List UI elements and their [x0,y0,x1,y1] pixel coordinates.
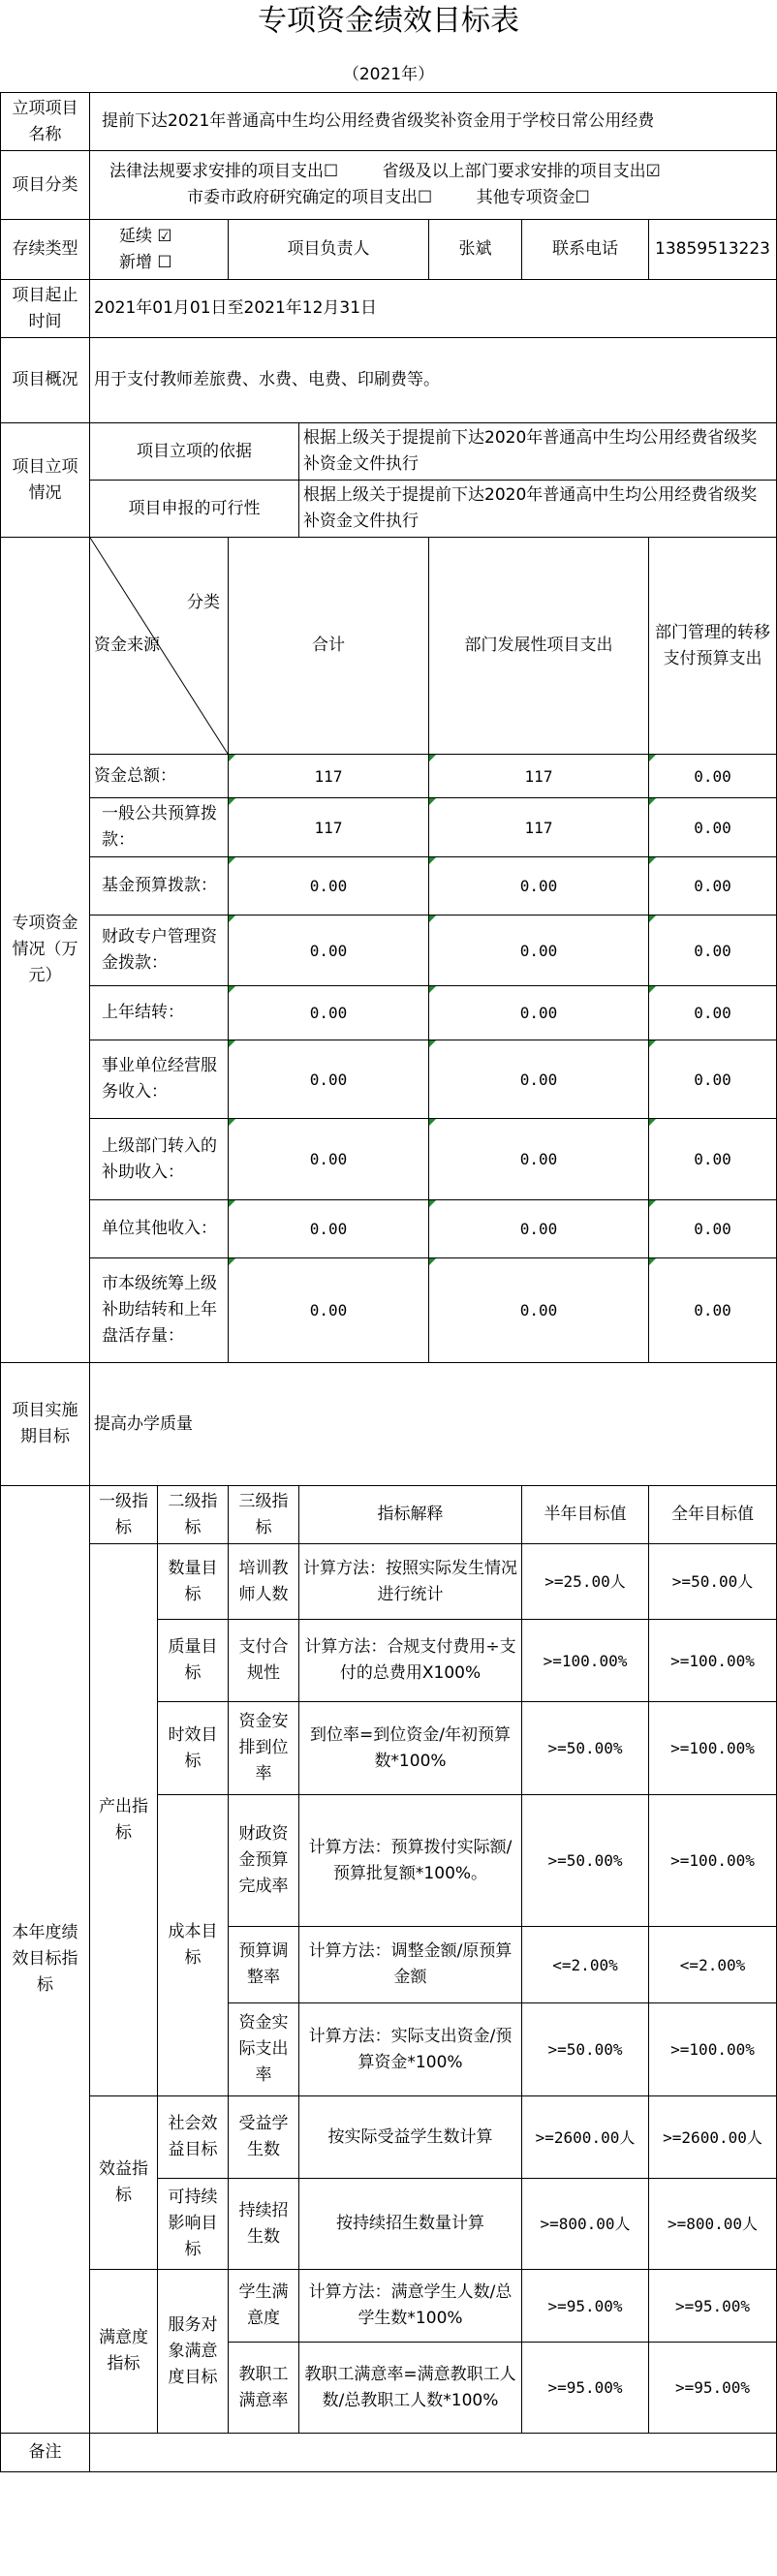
indicator-desc: 计算方法：实际支出资金/预算资金*100% [299,2003,522,2096]
indicator-half-target: >=100.00% [522,1620,649,1702]
funds-row-total: 0.00 [229,1200,429,1258]
funds-row-name: 资金总额： [90,755,229,798]
funds-row-transfer: 0.00 [649,798,777,857]
indicator-half-target: >=25.00人 [522,1544,649,1620]
row-period-goal [1,1363,777,1486]
phone-value: 13859513223 [649,220,777,280]
funds-row-name: 财政专户管理资金拨款： [90,916,229,986]
funds-row [1,916,777,986]
funds-row-dept: 0.00 [429,1258,649,1363]
header-lvl3: 三级指标 [229,1486,299,1544]
lvl2-quality: 质量目标 [158,1620,229,1702]
category-option-legal[interactable]: 法律法规要求安排的项目支出☐ [109,162,339,181]
remarks-label: 备注 [1,2434,90,2472]
indicator-full-target: >=100.00% [649,1620,777,1702]
funds-row [1,1119,777,1200]
row-indicator-header [1,1486,777,1544]
header-half: 半年目标值 [522,1486,649,1544]
indicator-full-target: >=50.00人 [649,1544,777,1620]
project-category-label: 项目分类 [1,151,90,220]
indicator-row [1,2270,777,2343]
funds-label: 专项资金情况（万元） [1,538,90,1363]
funds-row [1,1200,777,1258]
indicator-full-target: >=100.00% [649,1795,777,1927]
row-period [1,280,777,338]
row-existence-type [1,220,777,280]
indicator-desc: 计算方法：按照实际发生情况进行统计 [299,1544,522,1620]
funds-row [1,986,777,1040]
indicator-name: 资金实际支出率 [229,2003,299,2096]
funds-row-transfer: 0.00 [649,1200,777,1258]
approval-basis-label: 项目立项的依据 [90,423,299,481]
indicator-row [1,1544,777,1620]
lvl1-satisfaction: 满意度指标 [90,2270,158,2434]
indicator-half-target: >=50.00% [522,1795,649,1927]
funds-row-dept: 117 [429,755,649,798]
indicator-desc: 计算方法：合规支付费用÷支付的总费用X100% [299,1620,522,1702]
funds-row-dept: 0.00 [429,857,649,916]
indicator-name: 持续招生数 [229,2179,299,2270]
funds-col-transfer: 部门管理的转移支付预算支出 [649,538,777,755]
funds-row-total: 0.00 [229,1040,429,1119]
lvl2-sustain: 可持续影响目标 [158,2179,229,2270]
indicator-full-target: >=2600.00人 [649,2096,777,2179]
funds-diagonal-header [90,538,229,755]
overview-value: 用于支付教师差旅费、水费、电费、印刷费等。 [90,338,777,423]
indicator-half-target: >=95.00% [522,2343,649,2434]
project-category-options [90,151,777,220]
diagonal-source-label: 资金来源 [94,636,160,655]
manager-label: 项目负责人 [229,220,429,280]
indicator-desc: 教职工满意率=满意教职工人数/总教职工人数*100% [299,2343,522,2434]
phone-label: 联系电话 [522,220,649,280]
funds-row-name: 基金预算拨款： [90,857,229,916]
funds-row-transfer: 0.00 [649,986,777,1040]
funds-row-dept: 0.00 [429,1040,649,1119]
funds-row [1,1258,777,1363]
funds-row-total: 117 [229,798,429,857]
indicator-full-target: >=800.00人 [649,2179,777,2270]
funds-row-dept: 0.00 [429,1200,649,1258]
funds-row-transfer: 0.00 [649,916,777,986]
indicator-desc: 按实际受益学生数计算 [299,2096,522,2179]
indicator-half-target: >=95.00% [522,2270,649,2343]
approval-feasibility-value: 根据上级关于提提前下达2020年普通高中生均公用经费省级奖补资金文件执行 [299,481,777,538]
funds-row-name: 一般公共预算拨款： [90,798,229,857]
year-label: （2021年） [342,65,435,84]
lvl2-timeliness: 时效目标 [158,1702,229,1795]
approval-feasibility-label: 项目申报的可行性 [90,481,299,538]
overview-label: 项目概况 [1,338,90,423]
period-goal-label: 项目实施期目标 [1,1363,90,1486]
funds-row-dept: 0.00 [429,986,649,1040]
manager-value: 张斌 [429,220,522,280]
row-approval-feasibility [1,481,777,538]
remarks-value[interactable] [90,2434,777,2472]
header-full: 全年目标值 [649,1486,777,1544]
funds-row-name: 上级部门转入的补助收入： [90,1119,229,1200]
row-remarks [1,2434,777,2472]
existence-type-options [90,220,229,280]
funds-row [1,857,777,916]
indicator-half-target: >=50.00% [522,2003,649,2096]
indicator-full-target: >=95.00% [649,2270,777,2343]
row-funds-header [1,538,777,755]
category-option-provincial[interactable]: 省级及以上部门要求安排的项目支出☑ [382,162,661,181]
period-value: 2021年01月01日至2021年12月31日 [90,280,777,338]
lvl2-quantity: 数量目标 [158,1544,229,1620]
funds-row-total: 0.00 [229,857,429,916]
funds-row [1,1040,777,1119]
funds-row-total: 0.00 [229,1119,429,1200]
existence-type-label: 存续类型 [1,220,90,280]
funds-row-name: 单位其他收入： [90,1200,229,1258]
funds-row-name: 市本级统筹上级补助结转和上年盘活存量： [90,1258,229,1363]
indicator-half-target: >=2600.00人 [522,2096,649,2179]
indicator-name: 培训教师人数 [229,1544,299,1620]
funds-row [1,798,777,857]
indicator-desc: 计算方法：调整金额/原预算金额 [299,1927,522,2003]
page-title: 专项资金绩效目标表 [258,4,519,38]
existence-new-option[interactable]: 新增 ☐ [119,252,172,272]
form-table [0,92,777,2472]
category-option-other[interactable]: 其他专项资金☐ [476,188,590,207]
category-option-municipal[interactable]: 市委市政府研究确定的项目支出☐ [187,188,433,207]
indicator-name: 学生满意度 [229,2270,299,2343]
indicator-desc: 到位率=到位资金/年初预算数*100% [299,1702,522,1795]
lvl2-cost: 成本目标 [158,1795,229,2096]
funds-row-name: 上年结转： [90,986,229,1040]
indicator-full-target: <=2.00% [649,1927,777,2003]
funds-row-total: 0.00 [229,916,429,986]
row-overview [1,338,777,423]
funds-row-transfer: 0.00 [649,1258,777,1363]
row-project-category [1,151,777,220]
indicator-name: 资金安排到位率 [229,1702,299,1795]
lvl1-effect: 效益指标 [90,2096,158,2270]
indicator-full-target: >=95.00% [649,2343,777,2434]
funds-col-total: 合计 [229,538,429,755]
funds-row-transfer: 0.00 [649,1119,777,1200]
indicator-half-target: >=50.00% [522,1702,649,1795]
funds-row-total: 0.00 [229,1258,429,1363]
indicators-label: 本年度绩效目标指标 [1,1486,90,2434]
indicator-desc: 计算方法：满意学生人数/总学生数*100% [299,2270,522,2343]
funds-row-transfer: 0.00 [649,857,777,916]
row-project-name [1,93,777,151]
project-name-label: 立项项目名称 [1,93,90,151]
indicator-desc: 按持续招生数量计算 [299,2179,522,2270]
header-lvl1: 一级指标 [90,1486,158,1544]
period-label: 项目起止时间 [1,280,90,338]
indicator-half-target: >=800.00人 [522,2179,649,2270]
funds-row-name: 事业单位经营服务收入： [90,1040,229,1119]
funds-row [1,755,777,798]
indicator-name: 受益学生数 [229,2096,299,2179]
funds-row-dept: 0.00 [429,916,649,986]
indicator-name: 教职工满意率 [229,2343,299,2434]
indicator-name: 财政资金预算完成率 [229,1795,299,1927]
funds-col-dept: 部门发展性项目支出 [429,538,649,755]
indicator-name: 预算调整率 [229,1927,299,2003]
funds-row-transfer: 0.00 [649,755,777,798]
funds-row-total: 0.00 [229,986,429,1040]
approval-label: 项目立项情况 [1,423,90,538]
header-desc: 指标解释 [299,1486,522,1544]
approval-basis-value: 根据上级关于提提前下达2020年普通高中生均公用经费省级奖补资金文件执行 [299,423,777,481]
period-goal-value: 提高办学质量 [90,1363,777,1486]
indicator-row [1,2096,777,2179]
row-approval-basis [1,423,777,481]
project-name-value: 提前下达2021年普通高中生均公用经费省级奖补资金用于学校日常公用经费 [90,93,777,151]
indicator-half-target: <=2.00% [522,1927,649,2003]
lvl2-service: 服务对象满意度目标 [158,2270,229,2434]
lvl2-social: 社会效益目标 [158,2096,229,2179]
funds-row-dept: 0.00 [429,1119,649,1200]
header-lvl2: 二级指标 [158,1486,229,1544]
indicator-desc: 计算方法：预算拨付实际额/预算批复额*100%。 [299,1795,522,1927]
indicator-full-target: >=100.00% [649,1702,777,1795]
funds-row-transfer: 0.00 [649,1040,777,1119]
existence-continue-option[interactable]: 延续 ☑ [119,226,172,246]
funds-row-total: 117 [229,755,429,798]
lvl1-output: 产出指标 [90,1544,158,2096]
funds-row-dept: 117 [429,798,649,857]
indicator-full-target: >=100.00% [649,2003,777,2096]
diagonal-category-label: 分类 [187,593,220,612]
indicator-name: 支付合规性 [229,1620,299,1702]
